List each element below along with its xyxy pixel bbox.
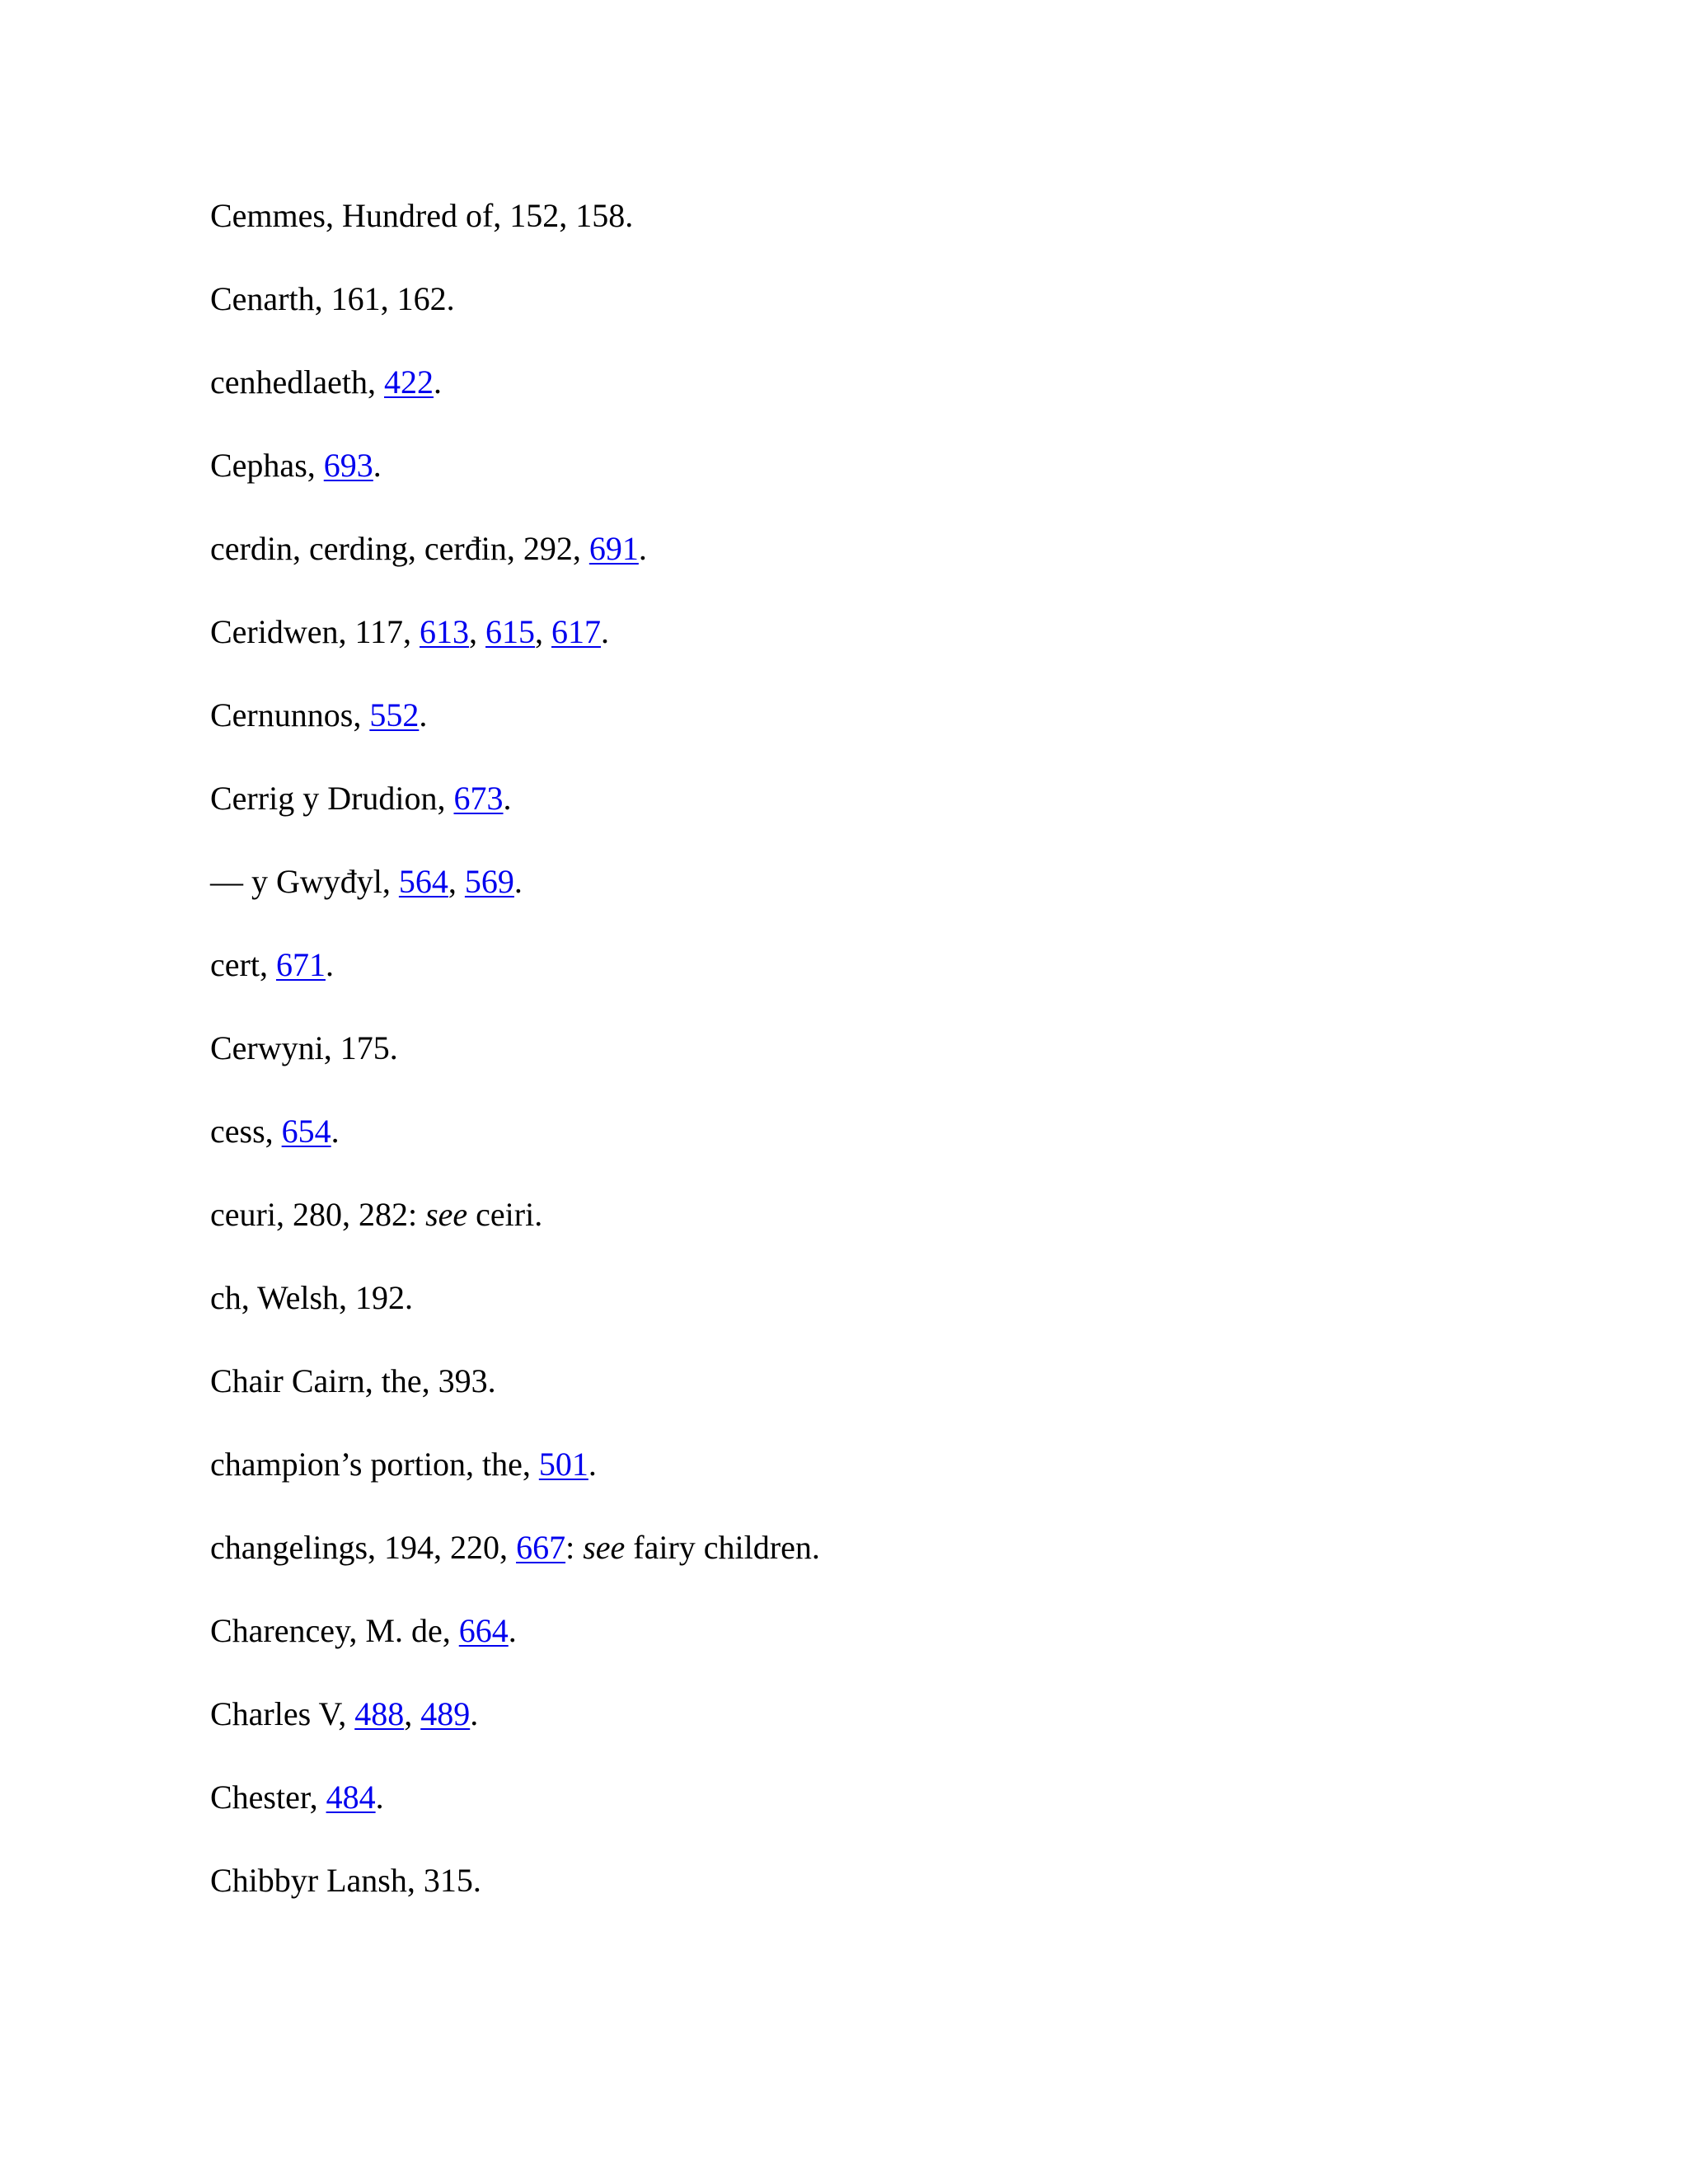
entry-text: ,	[448, 863, 465, 900]
see-reference-italic: see	[425, 1196, 468, 1233]
entry-text: Chair Cairn, the, 393.	[210, 1362, 496, 1399]
entry-text: .	[331, 1113, 340, 1150]
index-entry	[210, 196, 820, 235]
entry-text: .	[513, 863, 523, 900]
entry-text: .	[508, 1612, 517, 1649]
page-reference-link[interactable]: 501	[538, 1446, 588, 1483]
page-reference-link[interactable]: 484	[326, 1779, 376, 1816]
entry-text: Cerwyni, 175.	[210, 1029, 398, 1066]
entry-text: ,	[535, 613, 552, 650]
entry-text: .	[375, 1779, 384, 1816]
entry-text: .	[638, 530, 647, 567]
index-entry	[210, 1861, 820, 1900]
entry-text: cerdin, cerding, cerđin, 292,	[210, 530, 589, 567]
index-entry	[210, 1361, 820, 1400]
index-entry	[210, 1278, 820, 1317]
index-entry	[210, 1195, 820, 1234]
index-entry	[210, 862, 820, 901]
page-reference-link[interactable]: 654	[281, 1113, 331, 1150]
index-entry	[210, 1445, 820, 1483]
entry-text: ceiri.	[467, 1196, 543, 1233]
entry-text: Cephas,	[210, 447, 324, 484]
entry-text: cenhedlaeth,	[210, 363, 384, 401]
entry-text: .	[325, 946, 334, 983]
index-entry	[210, 1611, 820, 1650]
index-entry	[210, 779, 820, 818]
entry-text: ch, Welsh, 192.	[210, 1279, 414, 1316]
index-entry	[210, 945, 820, 984]
entry-text: Cemmes, Hundred of, 152, 158.	[210, 197, 634, 234]
entry-text: .	[601, 613, 610, 650]
index-entry	[210, 1528, 820, 1567]
entry-text: :	[565, 1529, 584, 1566]
entry-text: ceuri, 280, 282:	[210, 1196, 426, 1233]
page-reference-link[interactable]: 564	[398, 863, 448, 900]
entry-text: .	[373, 447, 382, 484]
entry-text: Charencey, M. de,	[210, 1612, 459, 1649]
entry-text: champion’s portion, the,	[210, 1446, 539, 1483]
entry-text: Chibbyr Lansh, 315.	[210, 1862, 481, 1899]
entry-text: changelings, 194, 220,	[210, 1529, 517, 1566]
entry-text: .	[419, 696, 428, 733]
index-entry	[210, 446, 820, 485]
page-reference-link[interactable]: 613	[420, 613, 470, 650]
page-reference-link[interactable]: 422	[384, 363, 434, 401]
entry-text: Cerrig y Drudion,	[210, 780, 454, 817]
index-entry	[210, 529, 820, 568]
page-reference-link[interactable]: 488	[354, 1695, 405, 1732]
index-entry-list	[210, 196, 820, 1944]
index-entry	[210, 612, 820, 651]
page-reference-link[interactable]: 615	[485, 613, 536, 650]
page-reference-link[interactable]: 552	[369, 696, 420, 733]
entry-text: Charles V,	[210, 1695, 355, 1732]
entry-text: cess,	[210, 1113, 282, 1150]
page-reference-link[interactable]: 489	[420, 1695, 471, 1732]
entry-text: .	[470, 1695, 479, 1732]
index-entry	[210, 363, 820, 401]
index-entry	[210, 1694, 820, 1733]
page-reference-link[interactable]: 664	[458, 1612, 509, 1649]
entry-text: .	[503, 780, 512, 817]
entry-text: .	[588, 1446, 597, 1483]
page-reference-link[interactable]: 671	[275, 946, 326, 983]
page-reference-link[interactable]: 673	[453, 780, 504, 817]
index-entry	[210, 279, 820, 318]
entry-text: ,	[469, 613, 486, 650]
page-reference-link[interactable]: 691	[588, 530, 639, 567]
entry-text: Cernunnos,	[210, 696, 370, 733]
entry-text: .	[434, 363, 442, 401]
page-reference-link[interactable]: 617	[551, 613, 602, 650]
entry-text: Chester,	[210, 1779, 326, 1816]
entry-text: ,	[404, 1695, 421, 1732]
see-reference-italic: see	[583, 1529, 626, 1566]
page-reference-link[interactable]: 693	[323, 447, 373, 484]
entry-text: Cenarth, 161, 162.	[210, 280, 455, 317]
entry-text: cert,	[210, 946, 276, 983]
page-reference-link[interactable]: 667	[516, 1529, 566, 1566]
index-entry	[210, 1778, 820, 1816]
index-entry	[210, 1112, 820, 1151]
index-entry	[210, 1029, 820, 1067]
index-entry	[210, 696, 820, 734]
entry-text: Ceridwen, 117,	[210, 613, 420, 650]
entry-text: fairy children.	[625, 1529, 820, 1566]
entry-text: — y Gwyđyl,	[210, 863, 399, 900]
page-reference-link[interactable]: 569	[464, 863, 514, 900]
